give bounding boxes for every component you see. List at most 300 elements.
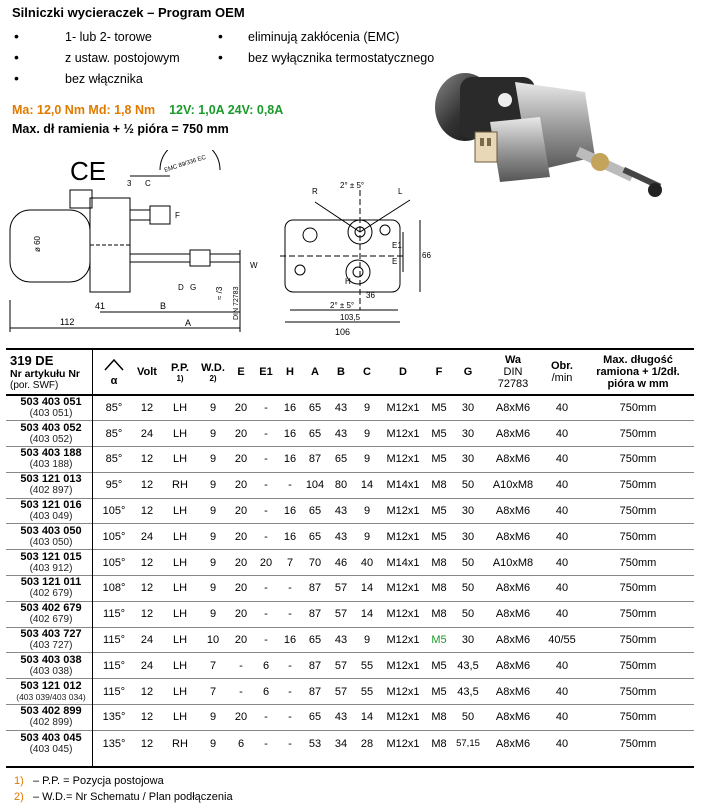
cell-b: 43	[334, 402, 348, 415]
cell-e1: -	[264, 582, 268, 595]
col-a: A	[311, 366, 319, 378]
cell-c: 14	[360, 479, 374, 492]
table-row	[6, 524, 694, 550]
cell-pp: LH	[172, 530, 188, 543]
cell-a: 135°	[102, 711, 126, 724]
cell-pp: LH	[172, 634, 188, 647]
cell-obr: 40	[555, 530, 569, 543]
cell-g: 30	[461, 402, 475, 415]
col-g: G	[463, 366, 473, 378]
cell-h: 16	[283, 402, 297, 415]
cell-pp: RH	[172, 737, 188, 750]
dim-A: A	[185, 318, 192, 328]
article-number: 503 402 679	[20, 602, 82, 615]
cell-c: 9	[363, 453, 371, 466]
dim-L: L	[398, 187, 403, 196]
swf-number: (402 899)	[29, 717, 73, 729]
dim-C: C	[145, 179, 151, 188]
col-e1: E1	[259, 366, 273, 378]
cell-e: 20	[234, 556, 248, 569]
cell-f: M5	[431, 685, 447, 698]
article-subheader: (por. SWF)	[10, 380, 59, 391]
cell-wa: A8xM6	[495, 427, 531, 440]
cell-obr: 40	[555, 685, 569, 698]
footnote-1	[14, 775, 164, 787]
cell-b: 43	[334, 530, 348, 543]
cell-wd: 9	[209, 402, 217, 415]
feature-item: bez wyłącznika termostatycznego	[248, 51, 435, 65]
swf-number: (403 051)	[29, 408, 73, 420]
dim-103: 103,5	[340, 313, 361, 322]
cell-b: 43	[334, 505, 348, 518]
cell-v: 12	[140, 737, 154, 750]
cell-d: M12x1	[386, 427, 420, 440]
cell-c: 55	[360, 659, 374, 672]
cell-pp: LH	[172, 711, 188, 724]
cell-wd: 9	[209, 453, 217, 466]
cell-h: 16	[283, 427, 297, 440]
swf-number: (403 039/403 034)	[16, 691, 86, 702]
article-cell	[6, 421, 96, 447]
cell-d: M12x1	[386, 685, 420, 698]
article-number: 503 403 045	[20, 731, 82, 744]
cell-c: 9	[363, 530, 371, 543]
cell-d: M12x1	[386, 453, 420, 466]
cell-a: 65	[308, 634, 322, 647]
cell-c: 9	[363, 505, 371, 518]
col-volt: Volt	[137, 366, 157, 378]
maxlen-header-2: ramiona + 1/2dł.	[596, 366, 680, 378]
wd-header: W.D.	[201, 361, 225, 374]
product-rows	[6, 395, 694, 756]
dim-F: F	[175, 211, 180, 220]
article-cell	[6, 524, 96, 550]
cell-pp: LH	[172, 402, 188, 415]
table-bottom-rule	[6, 766, 694, 768]
table-row	[6, 576, 694, 602]
cell-v: 24	[140, 634, 154, 647]
cell-e: 20	[234, 427, 248, 440]
cell-wd: 9	[209, 582, 217, 595]
cell-e: -	[239, 659, 243, 672]
cell-d: M12x1	[386, 402, 420, 415]
cell-max: 750mm	[619, 685, 657, 698]
cell-a: 87	[308, 608, 322, 621]
bullet-icon: •	[14, 28, 19, 44]
wa-header: Wa	[504, 354, 522, 366]
cell-c: 14	[360, 608, 374, 621]
cell-a: 104	[305, 479, 325, 492]
footnote-number: 2)	[14, 791, 24, 803]
dim-G: G	[190, 283, 197, 292]
cell-e: 20	[234, 505, 248, 518]
cell-g: 30	[461, 427, 475, 440]
cell-pp: LH	[172, 685, 188, 698]
cell-wa: A10xM8	[492, 479, 534, 492]
cell-b: 80	[334, 479, 348, 492]
cell-h: -	[288, 659, 292, 672]
cell-g: 50	[461, 556, 475, 569]
cell-v: 12	[140, 505, 154, 518]
cell-b: 43	[334, 711, 348, 724]
cell-b: 46	[334, 556, 348, 569]
cell-wa: A8xM6	[495, 685, 531, 698]
cell-e: 20	[234, 711, 248, 724]
article-number: 503 403 188	[20, 447, 82, 460]
cell-max: 750mm	[619, 711, 657, 724]
cell-a: 115°	[103, 685, 125, 698]
cell-a: 85°	[105, 453, 123, 466]
wd-footnote-ref: 2)	[209, 373, 217, 383]
table-row	[6, 730, 694, 756]
cell-wd: 9	[209, 505, 217, 518]
cell-pp: LH	[172, 659, 188, 672]
cell-v: 24	[140, 530, 154, 543]
cell-max: 750mm	[619, 402, 657, 415]
cell-pp: LH	[172, 608, 188, 621]
article-number: 503 121 011	[20, 576, 82, 589]
article-cell	[6, 395, 96, 421]
swf-number: (403 050)	[29, 536, 73, 548]
cell-b: 65	[334, 453, 348, 466]
cell-f: M5	[431, 530, 447, 543]
cell-wd: 10	[206, 634, 220, 647]
article-number: 503 121 012	[20, 679, 82, 692]
dim-3: 3	[127, 179, 132, 188]
cell-c: 9	[363, 427, 371, 440]
cell-v: 12	[140, 582, 154, 595]
cell-h: 16	[283, 505, 297, 518]
cell-g: 30	[461, 634, 475, 647]
cell-h: -	[288, 582, 292, 595]
cell-e: -	[239, 685, 243, 698]
dim-B: B	[160, 301, 167, 311]
cell-wd: 7	[209, 685, 217, 698]
cell-a: 115°	[103, 608, 125, 621]
cell-g: 30	[461, 505, 475, 518]
cell-max: 750mm	[619, 556, 657, 569]
cell-e1: -	[264, 505, 268, 518]
cell-e1: -	[264, 453, 268, 466]
cell-e: 20	[234, 530, 248, 543]
dim-approx: ≈ /3	[215, 286, 224, 300]
product-table	[6, 348, 694, 756]
cell-obr: 40	[555, 453, 569, 466]
cell-h: -	[288, 737, 292, 750]
cell-h: 16	[283, 634, 297, 647]
wa-number: 72783	[497, 378, 529, 390]
dim-41: 41	[95, 301, 106, 311]
cell-b: 57	[334, 582, 348, 595]
table-row	[6, 601, 694, 627]
cell-obr: 40	[555, 711, 569, 724]
cell-wa: A8xM6	[495, 634, 531, 647]
article-cell	[6, 472, 96, 498]
article-number: 503 403 051	[20, 396, 82, 409]
cell-d: M12x1	[386, 737, 420, 750]
feature-item: z ustaw. postojowym	[65, 51, 180, 65]
cell-wa: A8xM6	[495, 737, 531, 750]
cell-v: 12	[140, 685, 154, 698]
col-article	[6, 349, 96, 395]
cell-pp: LH	[172, 582, 188, 595]
cell-e: 20	[234, 582, 248, 595]
table-row	[6, 653, 694, 679]
cell-a: 87	[308, 453, 322, 466]
cell-c: 14	[360, 582, 374, 595]
cell-max: 750mm	[619, 582, 657, 595]
cell-b: 43	[334, 634, 348, 647]
cell-e: 20	[234, 479, 248, 492]
cell-e1: -	[264, 608, 268, 621]
cell-max: 750mm	[619, 479, 657, 492]
cell-max: 750mm	[619, 453, 657, 466]
cell-a: 87	[308, 659, 322, 672]
article-cell	[6, 705, 96, 731]
cell-v: 12	[140, 556, 154, 569]
cell-v: 24	[140, 427, 154, 440]
col-obr	[542, 349, 582, 395]
cell-a: 65	[308, 402, 322, 415]
feature-item: bez włącznika	[65, 72, 143, 86]
cell-e: 6	[237, 737, 245, 750]
wa-din: DIN	[503, 366, 523, 378]
cell-wa: A8xM6	[495, 582, 531, 595]
cell-pp: RH	[172, 479, 188, 492]
cell-c: 9	[363, 634, 371, 647]
cell-g: 50	[461, 608, 475, 621]
cell-max: 750mm	[619, 505, 657, 518]
cell-max: 750mm	[619, 608, 657, 621]
swf-number: (403 727)	[29, 640, 73, 652]
cell-obr: 40	[555, 479, 569, 492]
cell-max: 750mm	[619, 427, 657, 440]
cell-wd: 9	[209, 711, 217, 724]
cell-f: M8	[431, 556, 447, 569]
cell-wd: 9	[209, 556, 217, 569]
col-f: F	[435, 366, 443, 378]
cell-v: 12	[140, 453, 154, 466]
technical-drawing	[0, 150, 701, 342]
cell-h: -	[288, 608, 292, 621]
article-number: 503 402 899	[20, 705, 82, 718]
cell-v: 12	[140, 711, 154, 724]
cell-h: -	[288, 685, 292, 698]
article-cell	[6, 498, 96, 524]
cell-g: 43,5	[457, 659, 479, 672]
cell-a: 65	[308, 427, 322, 440]
cell-v: 24	[140, 659, 154, 672]
cell-e: 20	[234, 608, 248, 621]
swf-number: (403 912)	[29, 562, 73, 574]
cell-e: 20	[234, 634, 248, 647]
cell-a: 70	[308, 556, 322, 569]
cell-h: 16	[283, 530, 297, 543]
pp-footnote-ref: 1)	[176, 373, 184, 383]
swf-number: (402 679)	[29, 614, 73, 626]
table-row	[6, 705, 694, 731]
cell-h: -	[288, 479, 292, 492]
cell-d: M12x1	[386, 530, 420, 543]
cell-b: 43	[334, 427, 348, 440]
cell-a: 53	[308, 737, 322, 750]
article-number: 503 121 015	[20, 550, 82, 563]
cell-obr: 40	[555, 608, 569, 621]
cell-a: 65	[308, 530, 322, 543]
cell-e1: -	[264, 737, 268, 750]
cell-wd: 9	[209, 427, 217, 440]
cell-wa: A8xM6	[495, 659, 531, 672]
table-row	[6, 472, 694, 498]
cell-g: 50	[461, 479, 475, 492]
article-number: 503 121 013	[20, 473, 82, 486]
torque-spec: Ma: 12,0 Nm Md: 1,8 Nm	[12, 103, 156, 117]
cell-f: M5	[431, 505, 447, 518]
table-row	[6, 421, 694, 447]
cell-wa: A8xM6	[495, 505, 531, 518]
article-cell	[6, 601, 96, 627]
spec-line	[12, 103, 283, 117]
cell-f: M5	[431, 427, 447, 440]
cell-obr: 40	[555, 505, 569, 518]
dim-R: R	[312, 187, 318, 196]
cell-b: 57	[334, 659, 348, 672]
cell-obr: 40	[555, 582, 569, 595]
cell-g: 43,5	[457, 685, 479, 698]
cell-d: M12x1	[386, 634, 420, 647]
dim-angle-bottom: 2° ± 5°	[330, 301, 355, 310]
cell-h: -	[288, 711, 292, 724]
dim-E1: E1	[392, 241, 402, 250]
table-row	[6, 498, 694, 524]
cell-b: 57	[334, 685, 348, 698]
cell-a: 105°	[102, 556, 126, 569]
article-cell	[6, 653, 96, 679]
article-cell	[6, 627, 96, 653]
swf-number: (403 045)	[29, 743, 73, 755]
swf-number: (403 049)	[29, 511, 73, 523]
cell-a: 108°	[102, 582, 126, 595]
cell-wa: A8xM6	[495, 608, 531, 621]
cell-f: M5	[431, 659, 447, 672]
cell-obr: 40	[555, 427, 569, 440]
cell-c: 9	[363, 402, 371, 415]
cell-pp: LH	[172, 427, 188, 440]
cell-pp: LH	[172, 453, 188, 466]
col-b: B	[337, 366, 345, 378]
table-row	[6, 395, 694, 421]
cell-d: M14x1	[386, 556, 420, 569]
col-alpha	[96, 349, 132, 395]
col-wa	[484, 349, 542, 395]
article-cell	[6, 730, 96, 756]
cell-a: 115°	[103, 634, 125, 647]
cell-c: 55	[360, 685, 374, 698]
footnote-text: – W.D.= Nr Schematu / Plan podłączenia	[32, 791, 233, 803]
cell-h: 16	[283, 453, 297, 466]
cell-wa: A8xM6	[495, 711, 531, 724]
cell-f: M8	[431, 737, 447, 750]
cell-e1: -	[264, 711, 268, 724]
maxlen-header-1: Max. długość	[603, 354, 673, 366]
cell-a: 105°	[102, 505, 126, 518]
bullet-icon: •	[14, 49, 19, 65]
cell-v: 12	[140, 479, 154, 492]
table-row	[6, 679, 694, 705]
dim-d60: ø 60	[33, 235, 42, 252]
ce-mark: CE	[70, 156, 107, 186]
cell-obr: 40	[555, 556, 569, 569]
cell-g: 30	[461, 453, 475, 466]
article-number: 503 403 052	[20, 421, 82, 434]
col-h: H	[286, 366, 294, 378]
maxlen-header-3: pióra w mm	[607, 378, 669, 390]
swf-number: (403 038)	[29, 665, 73, 677]
cell-wd: 9	[209, 530, 217, 543]
cell-f: M5	[431, 634, 447, 647]
cell-d: M12x1	[386, 582, 420, 595]
cell-a: 105°	[102, 530, 126, 543]
footnote-2	[14, 791, 233, 803]
footnote-text: – P.P. = Pozycja postojowa	[32, 775, 164, 787]
dim-106: 106	[335, 327, 351, 337]
cell-c: 40	[360, 556, 374, 569]
cell-d: M12x1	[386, 711, 420, 724]
cell-e1: 6	[262, 685, 270, 698]
article-number: 503 121 016	[20, 499, 82, 512]
feature-item: 1- lub 2- torowe	[65, 30, 152, 44]
cell-b: 57	[334, 608, 348, 621]
cell-f: M5	[431, 453, 447, 466]
dim-W: W	[250, 261, 258, 270]
cell-wa: A8xM6	[495, 530, 531, 543]
cell-v: 12	[140, 402, 154, 415]
col-c: C	[363, 366, 371, 378]
cell-obr: 40	[555, 659, 569, 672]
cell-f: M5	[431, 402, 447, 415]
article-number: 503 403 050	[20, 524, 82, 537]
article-cell	[6, 576, 96, 602]
din-label: DIN 72783	[233, 286, 240, 320]
bullet-icon: •	[14, 70, 19, 86]
cell-d: M14x1	[386, 479, 420, 492]
cell-max: 750mm	[619, 634, 657, 647]
bullet-icon: •	[218, 28, 223, 44]
dim-36: 36	[366, 291, 375, 300]
cell-c: 14	[360, 711, 374, 724]
max-arm-length: Max. dł ramienia + ½ pióra = 750 mm	[12, 122, 229, 136]
dim-66: 66	[422, 251, 431, 260]
cell-wa: A10xM8	[492, 556, 534, 569]
dim-H: H	[345, 277, 351, 286]
cell-e1: -	[264, 479, 268, 492]
pp-header: P.P.	[171, 361, 189, 374]
obr-unit: /min	[551, 372, 573, 384]
cell-wa: A8xM6	[495, 402, 531, 415]
dim-112: 112	[60, 317, 75, 327]
cell-a: 87	[308, 582, 322, 595]
cell-a: 85°	[105, 402, 123, 415]
swf-number: (403 052)	[29, 433, 73, 445]
feature-item: eliminują zakłócenia (EMC)	[248, 30, 400, 44]
cell-max: 750mm	[619, 659, 657, 672]
cell-d: M12x1	[386, 608, 420, 621]
table-row	[6, 447, 694, 473]
table-row	[6, 550, 694, 576]
col-pp	[162, 349, 198, 395]
footnote-number: 1)	[14, 775, 24, 787]
cell-f: M8	[431, 711, 447, 724]
